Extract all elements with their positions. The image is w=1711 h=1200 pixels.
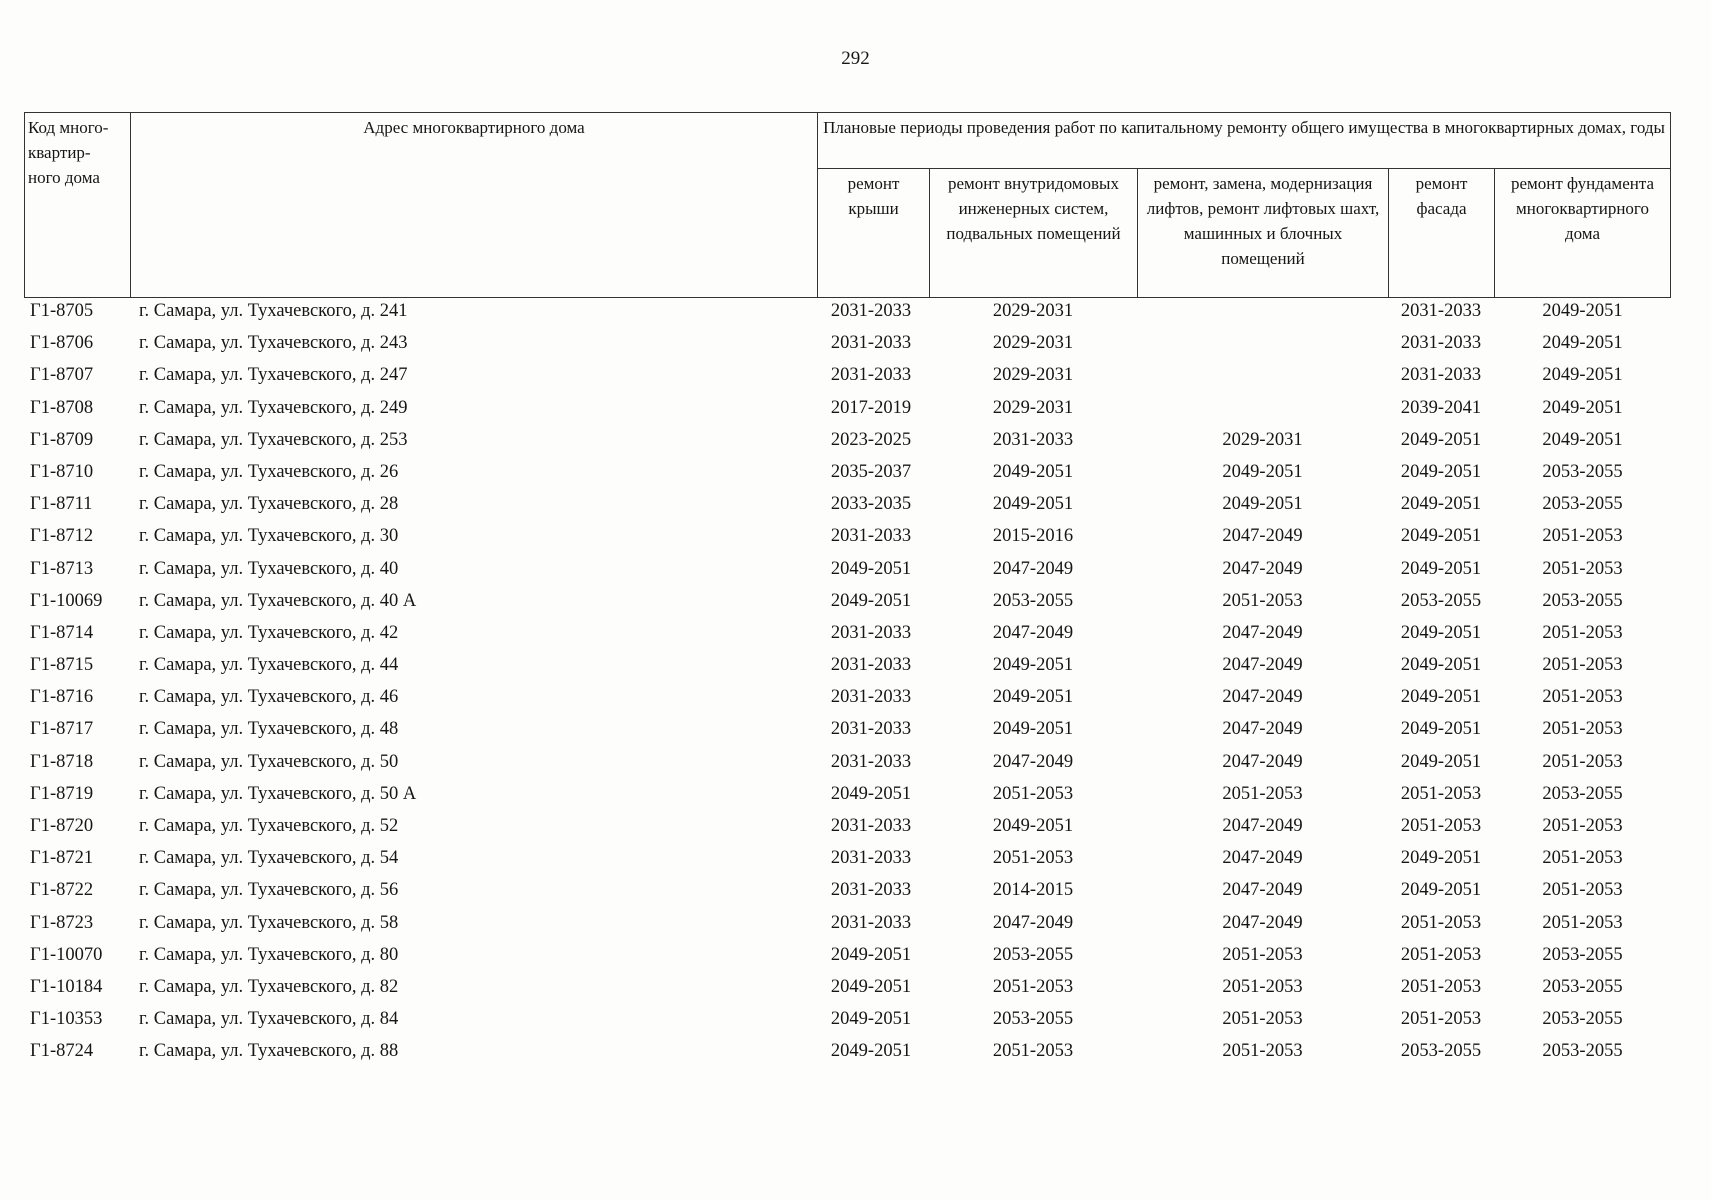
table-row	[24, 361, 1671, 393]
table-row	[24, 426, 1671, 458]
cell-engineering: 2049-2051	[992, 461, 1074, 482]
cell-code: Г1-8705	[30, 301, 94, 321]
cell-roof: 2031-2033	[830, 848, 912, 869]
cell-code: Г1-10069	[30, 590, 103, 611]
cell-lifts: 2047-2049	[1222, 687, 1303, 708]
cell-address: г. Самара, ул. Тухачевского, д. 28	[139, 494, 399, 515]
cell-code: Г1-8723	[30, 912, 94, 933]
table-row	[24, 587, 1671, 619]
page-number: 292	[841, 48, 870, 69]
cell-code: Г1-10184	[30, 976, 103, 997]
table-row	[24, 941, 1671, 973]
cell-lifts: 2047-2049	[1222, 719, 1303, 740]
cell-facade: 2049-2051	[1400, 751, 1482, 772]
cell-foundation: 2053-2055	[1542, 1009, 1623, 1030]
cell-foundation: 2051-2053	[1542, 687, 1623, 708]
cell-engineering: 2029-2031	[992, 333, 1074, 354]
cell-lifts	[1137, 329, 1388, 361]
cell-lifts: 2047-2049	[1222, 880, 1303, 901]
header-foundation: ремонт фундамента многоквартирного дома	[1494, 168, 1671, 298]
cell-roof: 2031-2033	[830, 655, 912, 676]
header-lifts: ремонт, замена, модернизация лифтов, ремонт лифтовых шахт, машинных и блочных помещений	[1137, 168, 1388, 298]
cell-roof: 2031-2033	[830, 687, 912, 708]
cell-foundation: 2053-2055	[1542, 976, 1623, 997]
cell-code: Г1-8710	[30, 461, 94, 482]
cell-engineering: 2029-2031	[992, 397, 1074, 418]
cell-facade: 2051-2053	[1400, 783, 1482, 804]
cell-roof: 2031-2033	[830, 301, 912, 321]
cell-foundation: 2051-2053	[1542, 719, 1623, 740]
table-row	[24, 490, 1671, 522]
cell-roof: 2049-2051	[830, 976, 912, 997]
cell-facade: 2049-2051	[1400, 687, 1482, 708]
table-row	[24, 522, 1671, 554]
cell-lifts: 2047-2049	[1222, 816, 1303, 836]
cell-roof: 2031-2033	[830, 719, 912, 740]
cell-facade: 2049-2051	[1400, 526, 1482, 547]
cell-facade: 2049-2051	[1400, 655, 1482, 676]
cell-address: г. Самара, ул. Тухачевского, д. 42	[139, 622, 399, 643]
cell-lifts: 2051-2053	[1222, 944, 1303, 965]
cell-engineering: 2047-2049	[992, 622, 1074, 643]
cell-facade: 2049-2051	[1400, 622, 1482, 643]
cell-engineering: 2029-2031	[992, 365, 1074, 386]
cell-code: Г1-8714	[30, 622, 94, 643]
cell-lifts: 2051-2053	[1222, 1009, 1303, 1030]
header-periods: Плановые периоды проведения работ по капитальному ремонту общего имущества в многоквартирных домах, годы	[817, 112, 1671, 168]
table-row	[24, 844, 1671, 876]
table-row	[24, 812, 1671, 844]
cell-address: г. Самара, ул. Тухачевского, д. 50 А	[139, 783, 417, 804]
cell-code: Г1-8717	[30, 719, 94, 740]
cell-engineering: 2053-2055	[992, 1009, 1074, 1030]
table-row	[24, 715, 1671, 747]
cell-roof: 2017-2019	[830, 397, 912, 418]
cell-engineering: 2047-2049	[992, 558, 1074, 579]
cell-foundation: 2049-2051	[1542, 429, 1623, 450]
cell-code: Г1-8706	[30, 333, 94, 354]
cell-code: Г1-8716	[30, 687, 94, 708]
cell-code: Г1-8711	[30, 494, 93, 515]
cell-address: г. Самара, ул. Тухачевского, д. 52	[139, 816, 399, 836]
table-row	[24, 909, 1671, 941]
cell-engineering: 2051-2053	[992, 783, 1074, 804]
cell-lifts: 2029-2031	[1222, 429, 1303, 450]
table-row	[24, 1037, 1671, 1069]
cell-foundation: 2053-2055	[1542, 494, 1623, 515]
cell-address: г. Самара, ул. Тухачевского, д. 40	[139, 558, 399, 579]
cell-address: г. Самара, ул. Тухачевского, д. 58	[139, 912, 399, 933]
cell-engineering: 2049-2051	[992, 816, 1074, 836]
cell-address: г. Самара, ул. Тухачевского, д. 30	[139, 526, 399, 547]
cell-facade: 2049-2051	[1400, 494, 1482, 515]
cell-address: г. Самара, ул. Тухачевского, д. 243	[139, 333, 408, 354]
cell-facade: 2031-2033	[1400, 365, 1482, 386]
cell-address: г. Самара, ул. Тухачевского, д. 46	[139, 687, 399, 708]
header-address: Адрес многоквартирного дома	[130, 112, 817, 298]
cell-lifts	[1137, 394, 1388, 426]
cell-roof: 2049-2051	[830, 783, 912, 804]
cell-foundation: 2049-2051	[1542, 333, 1623, 354]
cell-foundation: 2049-2051	[1542, 397, 1623, 418]
table-row	[24, 683, 1671, 715]
cell-code: Г1-8720	[30, 816, 94, 836]
cell-foundation: 2053-2055	[1542, 944, 1623, 965]
cell-roof: 2031-2033	[830, 751, 912, 772]
cell-lifts: 2047-2049	[1222, 558, 1303, 579]
cell-code: Г1-10353	[30, 1009, 103, 1030]
cell-roof: 2035-2037	[830, 461, 912, 482]
cell-address: г. Самара, ул. Тухачевского, д. 40 А	[139, 590, 417, 611]
cell-engineering: 2015-2016	[992, 526, 1074, 547]
cell-facade: 2049-2051	[1400, 848, 1482, 869]
cell-roof: 2031-2033	[830, 622, 912, 643]
header-engineering: ремонт внутридомовых инженерных систем, подвальных помещений	[929, 168, 1137, 298]
cell-lifts: 2049-2051	[1222, 461, 1303, 482]
table-row	[24, 748, 1671, 780]
cell-code: Г1-8718	[30, 751, 94, 772]
cell-foundation: 2053-2055	[1542, 1041, 1623, 1062]
cell-facade: 2051-2053	[1400, 1009, 1482, 1030]
cell-roof: 2031-2033	[830, 365, 912, 386]
table-row	[24, 619, 1671, 651]
cell-facade: 2051-2053	[1400, 912, 1482, 933]
cell-engineering: 2029-2031	[992, 301, 1074, 321]
cell-lifts: 2049-2051	[1222, 494, 1303, 515]
cell-lifts: 2051-2053	[1222, 1041, 1303, 1062]
cell-foundation: 2053-2055	[1542, 461, 1623, 482]
cell-code: Г1-8713	[30, 558, 94, 579]
cell-code: Г1-8724	[30, 1041, 94, 1062]
cell-foundation: 2051-2053	[1542, 751, 1623, 772]
cell-lifts: 2051-2053	[1222, 783, 1303, 804]
cell-lifts	[1137, 361, 1388, 393]
cell-address: г. Самара, ул. Тухачевского, д. 54	[139, 848, 399, 869]
cell-facade: 2051-2053	[1400, 816, 1482, 836]
cell-lifts: 2047-2049	[1222, 912, 1303, 933]
cell-address: г. Самара, ул. Тухачевского, д. 253	[139, 429, 408, 450]
cell-lifts: 2047-2049	[1222, 751, 1303, 772]
cell-facade: 2049-2051	[1400, 880, 1482, 901]
cell-roof: 2031-2033	[830, 333, 912, 354]
cell-address: г. Самара, ул. Тухачевского, д. 249	[139, 397, 408, 418]
cell-foundation: 2053-2055	[1542, 783, 1623, 804]
cell-address: г. Самара, ул. Тухачевского, д. 50	[139, 751, 399, 772]
table-row	[24, 329, 1671, 361]
cell-facade: 2051-2053	[1400, 976, 1482, 997]
cell-facade: 2053-2055	[1400, 1041, 1482, 1062]
cell-address: г. Самара, ул. Тухачевского, д. 48	[139, 719, 399, 740]
cell-foundation: 2051-2053	[1542, 848, 1623, 869]
cell-foundation: 2049-2051	[1542, 301, 1623, 321]
cell-address: г. Самара, ул. Тухачевского, д. 82	[139, 976, 399, 997]
cell-engineering: 2049-2051	[992, 655, 1074, 676]
cell-facade: 2053-2055	[1400, 590, 1482, 611]
table-row	[24, 973, 1671, 1005]
cell-facade: 2049-2051	[1400, 558, 1482, 579]
cell-roof: 2023-2025	[830, 429, 912, 450]
cell-facade: 2049-2051	[1400, 461, 1482, 482]
cell-engineering: 2049-2051	[992, 719, 1074, 740]
table-body	[24, 297, 1671, 1070]
cell-lifts: 2047-2049	[1222, 655, 1303, 676]
cell-roof: 2031-2033	[830, 816, 912, 836]
table-row	[24, 297, 1671, 329]
cell-code: Г1-8707	[30, 365, 94, 386]
cell-address: г. Самара, ул. Тухачевского, д. 247	[139, 365, 408, 386]
cell-facade: 2031-2033	[1400, 301, 1482, 321]
cell-code: Г1-8722	[30, 880, 94, 901]
cell-roof: 2049-2051	[830, 558, 912, 579]
cell-roof: 2031-2033	[830, 912, 912, 933]
cell-engineering: 2051-2053	[992, 976, 1074, 997]
cell-address: г. Самара, ул. Тухачевского, д. 80	[139, 944, 399, 965]
table-row	[24, 394, 1671, 426]
cell-lifts: 2047-2049	[1222, 622, 1303, 643]
cell-code: Г1-8712	[30, 526, 94, 547]
cell-foundation: 2049-2051	[1542, 365, 1623, 386]
cell-roof: 2049-2051	[830, 1009, 912, 1030]
cell-engineering: 2047-2049	[992, 912, 1074, 933]
cell-roof: 2049-2051	[830, 1041, 912, 1062]
cell-roof: 2049-2051	[830, 590, 912, 611]
header-code: Код много- квартир- ного дома	[24, 112, 130, 298]
cell-facade: 2031-2033	[1400, 333, 1482, 354]
cell-engineering: 2051-2053	[992, 848, 1074, 869]
table-row	[24, 876, 1671, 908]
cell-foundation: 2051-2053	[1542, 880, 1623, 901]
cell-engineering: 2053-2055	[992, 590, 1074, 611]
table-header	[24, 112, 1671, 298]
cell-lifts: 2051-2053	[1222, 976, 1303, 997]
cell-roof: 2031-2033	[830, 526, 912, 547]
header-roof: ремонт крыши	[817, 168, 929, 298]
cell-lifts: 2051-2053	[1222, 590, 1303, 611]
cell-foundation: 2051-2053	[1542, 526, 1623, 547]
cell-lifts	[1137, 297, 1388, 329]
cell-code: Г1-8721	[30, 848, 94, 869]
cell-facade: 2039-2041	[1400, 397, 1482, 418]
cell-engineering: 2051-2053	[992, 1041, 1074, 1062]
cell-code: Г1-8708	[30, 397, 94, 418]
cell-foundation: 2051-2053	[1542, 558, 1623, 579]
header-facade: ремонт фасада	[1388, 168, 1494, 298]
cell-code: Г1-8715	[30, 655, 94, 676]
cell-engineering: 2049-2051	[992, 687, 1074, 708]
cell-foundation: 2051-2053	[1542, 816, 1623, 836]
cell-foundation: 2051-2053	[1542, 912, 1623, 933]
table-row	[24, 458, 1671, 490]
cell-code: Г1-10070	[30, 944, 103, 965]
cell-address: г. Самара, ул. Тухачевского, д. 241	[139, 301, 408, 321]
cell-code: Г1-8709	[30, 429, 94, 450]
cell-engineering: 2014-2015	[992, 880, 1074, 901]
cell-code: Г1-8719	[30, 783, 94, 804]
cell-roof: 2049-2051	[830, 944, 912, 965]
cell-roof: 2031-2033	[830, 880, 912, 901]
table-row	[24, 651, 1671, 683]
cell-address: г. Самара, ул. Тухачевского, д. 84	[139, 1009, 399, 1030]
cell-foundation: 2051-2053	[1542, 622, 1623, 643]
cell-engineering: 2053-2055	[992, 944, 1074, 965]
table-row	[24, 1005, 1671, 1037]
cell-address: г. Самара, ул. Тухачевского, д. 88	[139, 1041, 399, 1062]
cell-lifts: 2047-2049	[1222, 848, 1303, 869]
cell-foundation: 2053-2055	[1542, 590, 1623, 611]
cell-address: г. Самара, ул. Тухачевского, д. 44	[139, 655, 399, 676]
cell-engineering: 2047-2049	[992, 751, 1074, 772]
cell-foundation: 2051-2053	[1542, 655, 1623, 676]
cell-engineering: 2031-2033	[992, 429, 1074, 450]
cell-facade: 2049-2051	[1400, 429, 1482, 450]
table-row	[24, 555, 1671, 587]
cell-roof: 2033-2035	[830, 494, 912, 515]
cell-lifts: 2047-2049	[1222, 526, 1303, 547]
table-row	[24, 780, 1671, 812]
cell-engineering: 2049-2051	[992, 494, 1074, 515]
cell-address: г. Самара, ул. Тухачевского, д. 26	[139, 461, 399, 482]
cell-facade: 2051-2053	[1400, 944, 1482, 965]
cell-facade: 2049-2051	[1400, 719, 1482, 740]
cell-address: г. Самара, ул. Тухачевского, д. 56	[139, 880, 399, 901]
